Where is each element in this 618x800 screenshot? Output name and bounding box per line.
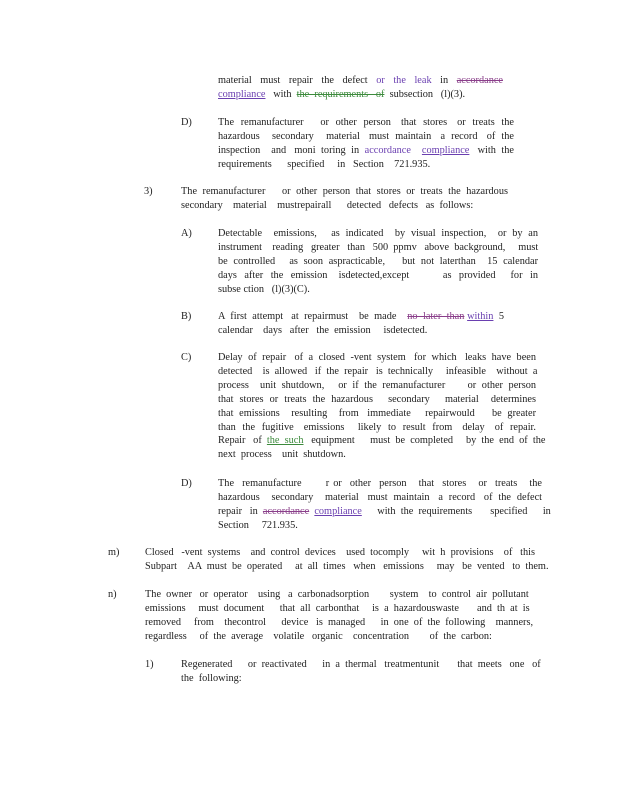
text-line	[218, 448, 536, 462]
text-line	[218, 158, 514, 172]
block-p3	[181, 185, 508, 213]
text-run: emissions must document that all carbonthat is a hazardouswaste and th at is	[145, 602, 530, 614]
revision-mark: accordance	[364, 144, 411, 156]
text-run: The remanufacturer or other person that stores or treats the	[218, 117, 514, 128]
text-line	[218, 130, 514, 144]
text-run: detected is allowed if the repair is technically infeasible without a	[218, 365, 538, 377]
label-n: n)	[108, 589, 117, 600]
text-run: than the fugitive emissions likely to result from delay of repair.	[218, 421, 536, 433]
text-run: Delay of repair of a closed -vent system for which leaks have been	[218, 352, 536, 363]
block-b	[218, 310, 504, 338]
revision-mark: accordance	[262, 505, 310, 517]
block-cont	[218, 74, 503, 102]
text-line	[218, 519, 542, 533]
label-a: A)	[181, 228, 192, 239]
text-line	[181, 658, 541, 672]
text-run: that stores or treats the hazardous secondary material determines	[218, 393, 536, 405]
revision-mark: compliance	[218, 88, 266, 100]
text-run: Repair of	[218, 435, 267, 447]
text-run: process unit shutdown, or if the remanufacturer or other person	[218, 379, 536, 391]
text-run: A first attempt at repairmust be made	[218, 311, 408, 322]
label-n1: 1)	[145, 659, 154, 670]
text-line	[218, 505, 551, 519]
text-line	[218, 393, 536, 407]
label-p3: 3)	[144, 186, 153, 197]
text-line	[218, 491, 542, 505]
block-m	[145, 546, 549, 574]
text-line	[218, 116, 514, 130]
text-run: in	[431, 75, 457, 86]
revision-mark: or the leak	[376, 75, 432, 86]
text-run: with the	[469, 144, 514, 156]
text-line	[218, 324, 504, 338]
text-line	[218, 379, 536, 393]
text-run: Detectable emissions, as indicated by visual inspection, or by an	[218, 228, 538, 239]
revision-mark: accordance	[456, 75, 503, 86]
text-line	[145, 546, 535, 560]
text-line	[218, 407, 536, 421]
text-run: The remanufacturer or other person that stores or treats the hazardous	[181, 186, 508, 197]
text-line	[218, 88, 503, 102]
text-line	[218, 241, 538, 255]
text-line	[145, 630, 523, 644]
text-line	[218, 269, 538, 283]
text-line	[145, 602, 530, 616]
text-run: repair in	[218, 505, 263, 517]
block-n	[145, 588, 534, 644]
text-run: next process unit shutdown.	[218, 449, 346, 461]
text-run: be controlled as soon aspracticable, but not laterthan 15 calendar	[218, 255, 538, 267]
text-run: subse ction (l)(3)(C).	[218, 283, 310, 295]
text-line	[181, 185, 508, 199]
text-run: equipment must be completed by the end of the	[303, 435, 546, 447]
text-run: with the requirements specified in	[361, 505, 551, 517]
block-n1	[181, 658, 541, 686]
text-line	[218, 74, 503, 88]
text-run: Regenerated or reactivated in a thermal treatmentunit that meets one of	[181, 659, 541, 670]
text-line	[218, 227, 538, 241]
text-run: with	[265, 88, 297, 100]
text-line	[181, 672, 524, 686]
block-d1	[218, 116, 514, 172]
text-run: subsection (l)(3).	[384, 88, 466, 100]
text-line	[145, 616, 534, 630]
label-c: C)	[181, 352, 192, 363]
block-d2	[218, 477, 551, 533]
revision-mark: the requirements of	[296, 88, 385, 100]
text-line	[218, 351, 536, 365]
text-run: the following:	[181, 672, 242, 684]
text-run: The remanufacture r or other person that stores or treats the	[218, 478, 542, 489]
label-m: m)	[108, 547, 120, 558]
text-line	[145, 560, 549, 574]
text-run: requirements specified in Section 721.935.	[218, 158, 431, 170]
text-run: The owner or operator using a carbonadsorption system to control air pollutant	[145, 589, 529, 600]
text-run: Section 721.935.	[218, 519, 298, 531]
block-c	[218, 351, 546, 462]
text-line	[145, 588, 529, 602]
text-line	[218, 477, 542, 491]
text-run: instrument reading greater than 500 ppmv above background, must	[218, 241, 539, 253]
text-line	[181, 199, 508, 213]
revision-mark: within	[467, 311, 494, 322]
text-line	[218, 434, 546, 448]
text-run	[411, 145, 422, 156]
revision-mark: the such	[266, 435, 304, 447]
revision-mark: no later than	[407, 311, 465, 322]
text-run: removed from thecontrol device is managed in one of the following manners,	[145, 616, 534, 628]
text-run: inspection and moni toring in	[218, 144, 365, 156]
text-run: Subpart AA must be operated at all times when emissions may be vented to them.	[145, 560, 549, 572]
text-line	[218, 144, 514, 158]
block-a	[218, 227, 538, 297]
text-run: 5	[493, 311, 505, 322]
text-run: calendar days after the emission isdetected.	[218, 324, 428, 336]
label-b: B)	[181, 311, 192, 322]
text-line	[218, 255, 538, 269]
text-run: material must repair the defect	[218, 75, 377, 86]
text-run: regardless of the average volatile organic concentration of the carbon:	[145, 630, 492, 642]
text-run: hazardous secondary material must maintain a record of the	[218, 130, 514, 142]
text-run: that emissions resulting from immediate repairwould be greater	[218, 407, 536, 419]
text-line	[218, 310, 504, 324]
text-line	[218, 421, 536, 435]
text-run: Closed -vent systems and control devices used tocomply wit h provisions of this	[145, 547, 535, 558]
text-run: secondary material mustrepairall detected defects as follows:	[181, 199, 474, 211]
label-d1: D)	[181, 117, 192, 128]
text-run: hazardous secondary material must maintain a record of the defect	[218, 491, 542, 503]
text-run: days after the emission isdetected,except as provided for in	[218, 269, 538, 281]
label-d2: D)	[181, 478, 192, 489]
text-line	[218, 283, 538, 297]
text-line	[218, 365, 536, 379]
revision-mark: compliance	[314, 505, 362, 517]
revision-mark: compliance	[421, 144, 470, 156]
